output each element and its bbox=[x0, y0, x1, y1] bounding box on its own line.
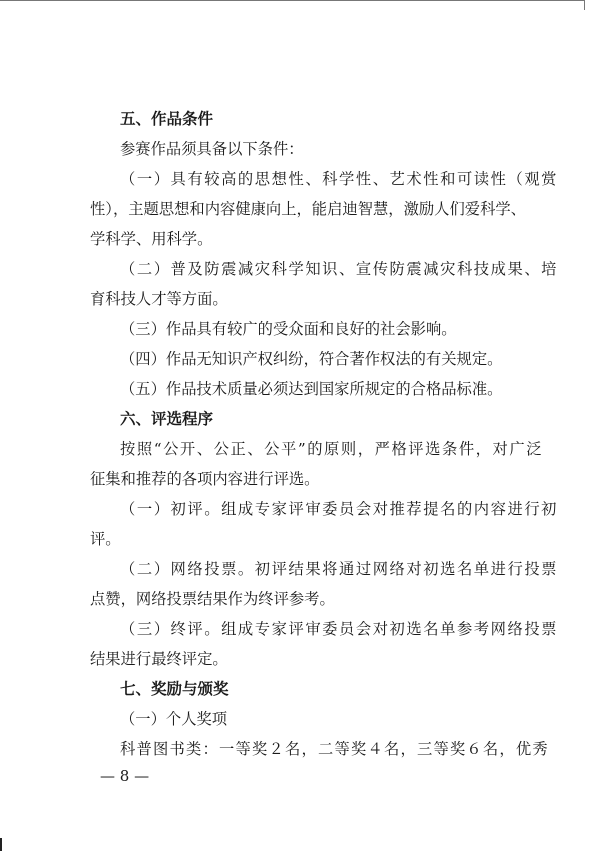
section-7-line-1: 科普图书类：一等奖２名，二等奖４名，三等奖６名，优秀 bbox=[120, 740, 549, 758]
section-7-item-1: （一）个人奖项 bbox=[120, 710, 228, 728]
section-5-heading: 五、作品条件 bbox=[120, 110, 214, 128]
section-5-item-1-line-3: 学科学、用科学。 bbox=[90, 230, 213, 248]
section-5-intro: 参赛作品须具备以下条件： bbox=[120, 140, 304, 158]
page-corner-mark bbox=[0, 838, 2, 851]
section-5-item-4: （四）作品无知识产权纠纷，符合著作权法的有关规定。 bbox=[120, 350, 503, 368]
section-6-item-3-line-2: 结果进行最终评定。 bbox=[90, 650, 228, 668]
section-7-heading: 七、奖励与颁奖 bbox=[120, 680, 229, 698]
section-6-item-2-line-2: 点赞，网络投票结果作为终评参考。 bbox=[90, 590, 335, 608]
section-6-item-2-line-1: （二）网络投票。初评结果将通过网络对初选名单进行投票 bbox=[120, 560, 559, 578]
section-5-item-1-line-2: 性），主题思想和内容健康向上，能启迪智慧，激励人们爱科学、 bbox=[90, 200, 526, 218]
section-6-intro-line-1: 按照“公开、公正、公平”的原则，严格评选条件，对广泛 bbox=[120, 440, 544, 458]
section-6-intro-line-2: 征集和推荐的各项内容进行评选。 bbox=[90, 470, 320, 488]
page-number: — 8 — bbox=[100, 767, 150, 785]
section-6-item-1-line-1: （一）初评。组成专家评审委员会对推荐提名的内容进行初 bbox=[120, 500, 559, 518]
section-5-item-2-line-1: （二）普及防震减灾科学知识、宣传防震减灾科技成果、培 bbox=[120, 260, 559, 278]
section-5-item-1-line-1: （一）具有较高的思想性、科学性、艺术性和可读性（观赏 bbox=[120, 170, 559, 188]
section-5-item-5: （五）作品技术质量必须达到国家所规定的合格品标准。 bbox=[120, 380, 503, 398]
section-5-item-3: （三）作品具有较广的受众面和良好的社会影响。 bbox=[120, 320, 457, 338]
page-right-border bbox=[584, 0, 585, 10]
section-6-item-1-line-2: 评。 bbox=[90, 530, 121, 548]
section-6-heading: 六、评选程序 bbox=[120, 410, 214, 428]
page-top-border bbox=[0, 0, 584, 1]
section-6-item-3-line-1: （三）终评。组成专家评审委员会对初选名单参考网络投票 bbox=[120, 620, 559, 638]
section-5-item-2-line-2: 育科技人才等方面。 bbox=[90, 290, 228, 308]
